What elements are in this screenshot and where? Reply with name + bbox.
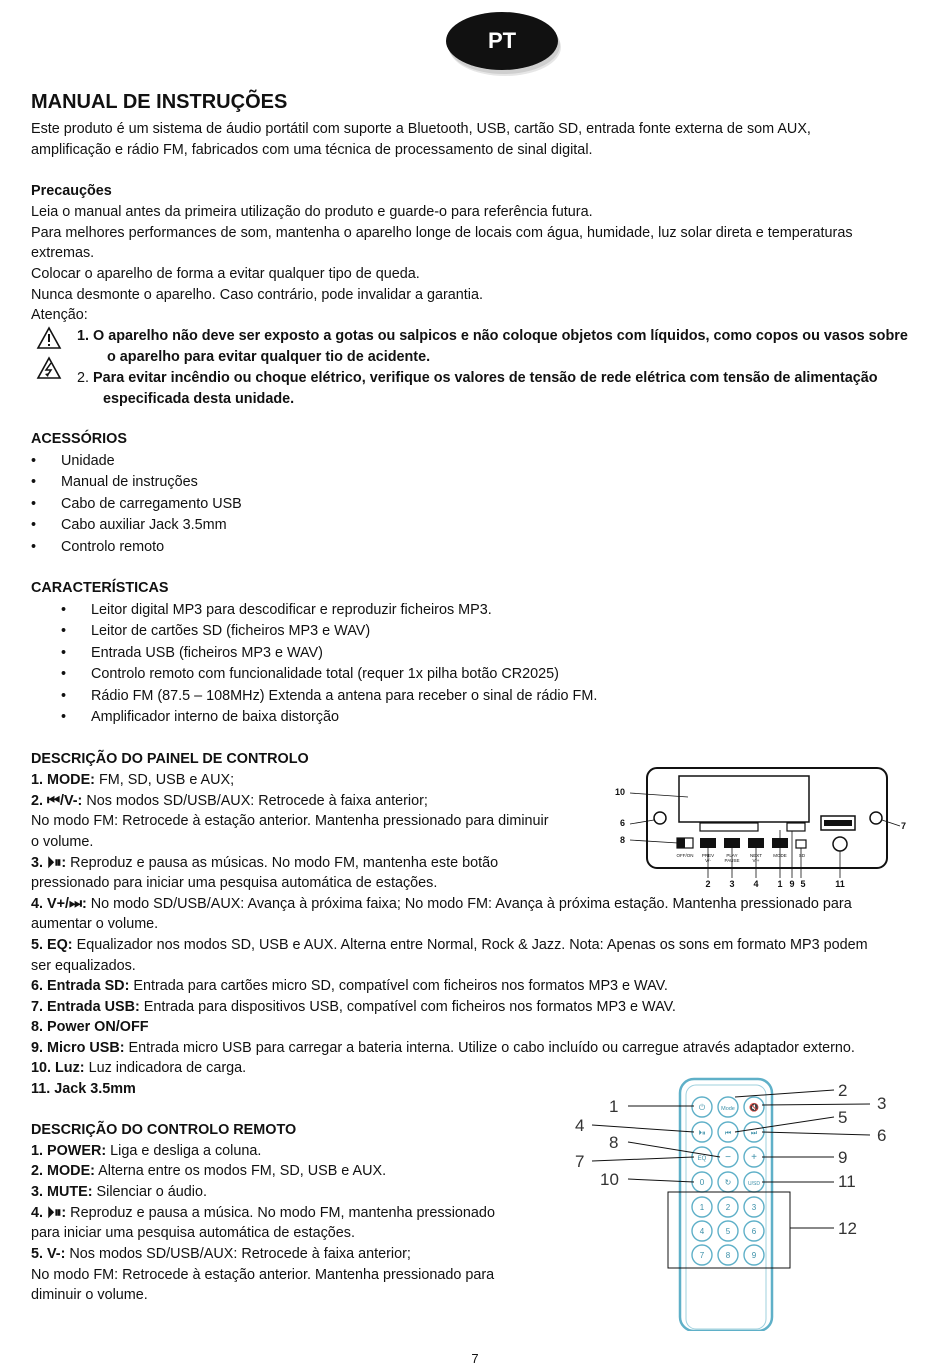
panel-callout-7: 7	[901, 821, 907, 831]
cp-item-3: 3. ⏵⏸: Reproduz e pausa as músicas. No modo FM, mantenha este botão	[31, 855, 499, 871]
list-item: • Entrada USB (ficheiros MP3 e WAV)	[91, 643, 323, 664]
page-number: 7	[471, 1351, 479, 1366]
remote-item-5: 5. V-: Nos modos SD/USB/AUX: Retrocede à faixa anterior;	[31, 1246, 411, 1262]
remote-item-3: 3. MUTE: Silenciar o áudio.	[31, 1184, 207, 1200]
cp-item-1: 1. MODE: FM, SD, USB e AUX;	[31, 772, 235, 788]
precaution-line: Para melhores performances de som, mantenha o aparelho longe de locais com água, humidade, luz solar direta e temperaturas	[31, 225, 853, 241]
panel-callout-1: 1	[777, 879, 783, 889]
precaution-line: Colocar o aparelho de forma a evitar qualquer tipo de queda.	[31, 266, 420, 282]
cp-item-2-cont: o volume.	[31, 834, 94, 850]
panel-callout-8: 8	[620, 835, 626, 845]
cp-item-11: 11. Jack 3.5mm	[31, 1081, 136, 1097]
cp-item-6: 6. Entrada SD: Entrada para cartões micro SD, compatível com ficheiros nos formatos MP3 e WAV.	[31, 978, 668, 994]
panel-label-offon: OFF/ON	[676, 853, 694, 858]
list-item: • Amplificador interno de baixa distorção	[91, 707, 339, 728]
cp-item-10: 10. Luz: Luz indicadora de carga.	[31, 1060, 247, 1076]
remote-vol-up-key: +	[751, 1152, 757, 1163]
remote-power-key: ⏻	[698, 1103, 706, 1112]
remote-callout-4: 4	[575, 1116, 585, 1135]
control-panel-heading: DESCRIÇÃO DO PAINEL DE CONTROLO	[31, 751, 309, 767]
remote-vol-down-key: −	[725, 1152, 731, 1163]
remote-key-0: 0	[699, 1178, 705, 1187]
panel-label-next: NEXT	[749, 853, 763, 858]
remote-prev-key: ⏮	[724, 1130, 732, 1137]
remote-key-6: 6	[751, 1227, 757, 1236]
cp-item-4: 4. V+/⏭: No modo SD/USB/AUX: Avança à próxima faixa; No modo FM: Avança à próxima estação. Mantenha pressionado para	[31, 896, 852, 912]
cp-item-4-cont: aumentar o volume.	[31, 916, 159, 932]
panel-sublabel-v-minus: V/-	[705, 858, 711, 863]
remote-callout-11: 11	[838, 1172, 856, 1191]
cp-item-5: 5. EQ: Equalizador nos modos SD, USB e AUX. Alterna entre Normal, Rock & Jazz. Nota: Apenas os sons em formato MP3 podem	[31, 937, 868, 953]
remote-callout-5: 5	[838, 1108, 848, 1127]
remote-key-1: 1	[699, 1203, 705, 1212]
list-item: • Unidade	[61, 451, 115, 472]
warning-1-line-2: o aparelho para evitar qualquer tio de acidente.	[107, 349, 431, 365]
remote-heading: DESCRIÇÃO DO CONTROLO REMOTO	[31, 1122, 297, 1138]
remote-key-5: 5	[725, 1227, 731, 1236]
panel-label-play: PLAY	[726, 853, 738, 858]
warning-2-line-1: 2. Para evitar incêndio ou choque elétrico, verifique os valores de tensão de rede elétrica com tensão de alimentação	[77, 370, 878, 386]
remote-key-7: 7	[699, 1251, 705, 1260]
cp-item-5-cont: ser equalizados.	[31, 958, 136, 974]
panel-callout-4: 4	[753, 879, 759, 889]
remote-callout-8: 8	[609, 1133, 619, 1152]
panel-callout-5: 5	[800, 879, 806, 889]
remote-callout-2: 2	[838, 1081, 848, 1100]
panel-callout-3: 3	[729, 879, 735, 889]
remote-callout-10: 10	[600, 1170, 619, 1189]
list-item: • Leitor de cartões SD (ficheiros MP3 e WAV)	[91, 621, 370, 642]
remote-key-4: 4	[699, 1227, 705, 1236]
list-item: • Rádio FM (87.5 – 108MHz) Extenda a antena para receber o sinal de rádio FM.	[91, 686, 597, 707]
cp-item-7: 7. Entrada USB: Entrada para dispositivos USB, compatível com ficheiros nos formatos MP3 e WAV.	[31, 999, 676, 1015]
precaution-line: Leia o manual antes da primeira utilização do produto e guarde-o para referência futura.	[31, 204, 593, 220]
warning-1-line-1: 1. O aparelho não deve ser exposto a gotas ou salpicos e não coloque objetos com líquidos, como copos ou vasos sobre	[77, 328, 908, 344]
remote-key-8: 8	[725, 1251, 731, 1260]
list-item: • Cabo de carregamento USB	[61, 494, 242, 515]
panel-callout-2: 2	[705, 879, 711, 889]
precaution-line: Nunca desmonte o aparelho. Caso contrário, pode invalidar a garantia.	[31, 287, 483, 303]
warning-triangle-icon	[36, 326, 62, 350]
remote-callout-9: 9	[838, 1148, 848, 1167]
remote-next-key: ⏭	[750, 1130, 758, 1137]
electric-shock-icon	[36, 356, 62, 380]
cp-item-2-cont: No modo FM: Retrocede à estação anterior. Mantenha pressionado para diminuir	[31, 813, 549, 829]
remote-callout-3: 3	[877, 1094, 887, 1113]
remote-item-1: 1. POWER: Liga e desliga a coluna.	[31, 1143, 262, 1159]
remote-key-9: 9	[751, 1251, 757, 1260]
panel-sublabel-v-plus: V/+	[752, 858, 760, 863]
remote-key-3: 3	[751, 1203, 757, 1212]
list-item: • Controlo remoto com funcionalidade total (requer 1x pilha botão CR2025)	[91, 664, 559, 685]
remote-callout-6: 6	[877, 1126, 887, 1145]
cp-item-3-cont: pressionado para iniciar uma pesquisa automática de estações.	[31, 875, 438, 891]
remote-callout-7: 7	[575, 1152, 585, 1171]
panel-callout-11: 11	[835, 879, 845, 889]
precautions-heading: Precauções	[31, 183, 112, 199]
features-heading: CARACTERÍSTICAS	[31, 580, 169, 596]
remote-usd-key: U/SD	[748, 1181, 760, 1187]
accessories-heading: ACESSÓRIOS	[31, 431, 127, 447]
list-item: • Cabo auxiliar Jack 3.5mm	[61, 515, 227, 536]
control-panel-diagram	[612, 760, 912, 890]
list-item: • Manual de instruções	[61, 472, 198, 493]
cp-item-8: 8. Power ON/OFF	[31, 1019, 149, 1035]
remote-mute-key: 🔇	[749, 1103, 759, 1112]
remote-item-5-cont: No modo FM: Retrocede à estação anterior. Mantenha pressionado para	[31, 1267, 495, 1283]
remote-key-2: 2	[725, 1203, 731, 1212]
remote-mode-key: Mode	[721, 1106, 735, 1112]
page-title: MANUAL DE INSTRUÇÕES	[31, 91, 288, 113]
list-item: • Controlo remoto	[61, 537, 164, 558]
attention-label: Atenção:	[31, 307, 88, 323]
warning-2-line-2: especificada desta unidade.	[103, 391, 295, 407]
precaution-line: extremas.	[31, 245, 95, 261]
remote-item-4-cont: para iniciar uma pesquisa automática de estações.	[31, 1225, 355, 1241]
panel-label-sd: SD	[798, 853, 806, 858]
panel-callout-6: 6	[620, 818, 626, 828]
remote-item-5-cont: diminuir o volume.	[31, 1287, 148, 1303]
remote-control-diagram	[572, 1075, 902, 1331]
remote-item-2: 2. MODE: Alterna entre os modos FM, SD, USB e AUX.	[31, 1163, 387, 1179]
remote-eq-key: EQ	[697, 1156, 707, 1162]
intro-line-1: Este produto é um sistema de áudio portátil com suporte a Bluetooth, USB, cartão SD, entrada fonte externa de som AUX,	[31, 121, 811, 137]
remote-callout-1: 1	[609, 1097, 619, 1116]
remote-play-key: ⏵⏸	[698, 1130, 706, 1137]
remote-callout-12: 12	[838, 1219, 857, 1238]
remote-item-4: 4. ⏵⏸: Reproduz e pausa a música. No modo FM, mantenha pressionado	[31, 1205, 495, 1221]
panel-sublabel-pause: PAUSE	[724, 858, 740, 863]
cp-item-9: 9. Micro USB: Entrada micro USB para carregar a bateria interna. Utilize o cabo incluído ou carregue através adaptador externo.	[31, 1040, 855, 1056]
cp-item-2: 2. ⏮/V-: Nos modos SD/USB/AUX: Retrocede à faixa anterior;	[31, 793, 428, 809]
list-item: • Leitor digital MP3 para descodificar e reproduzir ficheiros MP3.	[91, 600, 492, 621]
panel-label-prev: PREV	[701, 853, 715, 858]
intro-line-2: amplificação e rádio FM, fabricados com uma técnica de processamento de sinal digital.	[31, 142, 593, 158]
remote-repeat-key: ↻	[724, 1178, 732, 1187]
panel-callout-10: 10	[615, 787, 626, 797]
language-badge: PT	[446, 12, 558, 70]
panel-callout-9: 9	[789, 879, 795, 889]
panel-label-mode: MODE	[773, 853, 787, 858]
